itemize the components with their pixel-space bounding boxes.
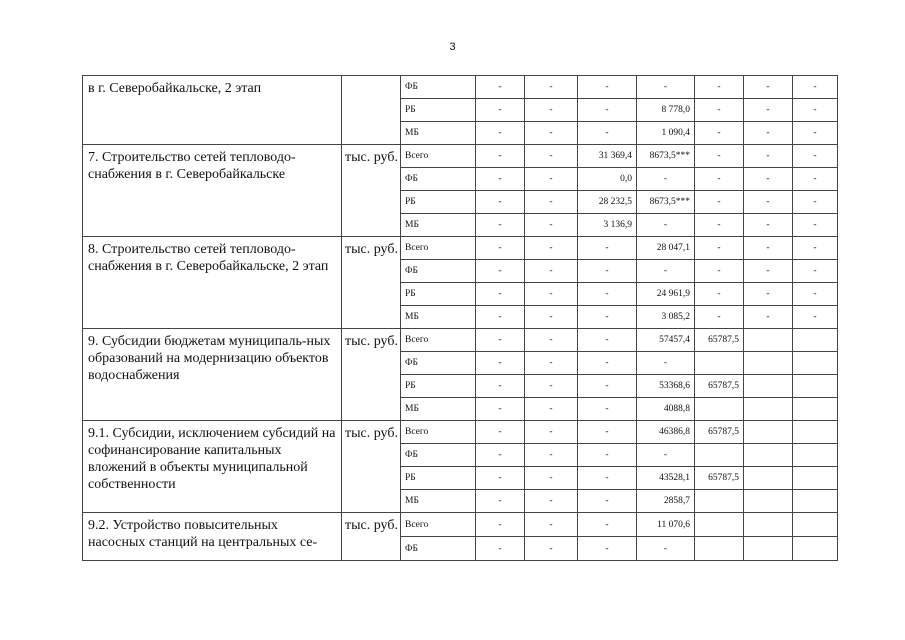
value-cell	[695, 537, 744, 561]
value-cell: -	[578, 237, 637, 260]
value-cell: -	[695, 237, 744, 260]
value-cell: -	[637, 168, 695, 191]
funding-source: РБ	[401, 375, 476, 398]
value-cell: 8673,5***	[637, 145, 695, 168]
value-cell: -	[476, 421, 525, 444]
value-cell: -	[525, 490, 578, 513]
value-cell	[744, 352, 793, 375]
value-cell	[744, 329, 793, 352]
value-cell: 46386,8	[637, 421, 695, 444]
value-cell: -	[744, 237, 793, 260]
value-cell: -	[695, 145, 744, 168]
value-cell: -	[637, 537, 695, 561]
value-cell	[695, 398, 744, 421]
value-cell: -	[476, 513, 525, 537]
value-cell: -	[744, 260, 793, 283]
value-cell	[793, 329, 838, 352]
value-cell	[793, 421, 838, 444]
value-cell: -	[476, 168, 525, 191]
value-cell: -	[476, 537, 525, 561]
value-cell: 24 961,9	[637, 283, 695, 306]
value-cell: -	[793, 76, 838, 99]
value-cell: -	[578, 444, 637, 467]
value-cell: 8 778,0	[637, 99, 695, 122]
value-cell	[793, 444, 838, 467]
value-cell: -	[578, 375, 637, 398]
value-cell: -	[695, 76, 744, 99]
funding-source: МБ	[401, 122, 476, 145]
value-cell: -	[793, 122, 838, 145]
value-cell: -	[695, 122, 744, 145]
value-cell: -	[578, 490, 637, 513]
value-cell: 65787,5	[695, 421, 744, 444]
value-cell: -	[695, 168, 744, 191]
value-cell: -	[476, 76, 525, 99]
value-cell: 3 136,9	[578, 214, 637, 237]
funding-source: ФБ	[401, 537, 476, 561]
value-cell	[793, 537, 838, 561]
value-cell: -	[744, 122, 793, 145]
table-row	[83, 421, 838, 444]
value-cell	[793, 513, 838, 537]
value-cell: -	[578, 352, 637, 375]
item-unit: тыс. руб.	[342, 513, 401, 561]
value-cell	[695, 444, 744, 467]
funding-source: РБ	[401, 99, 476, 122]
table-row	[83, 513, 838, 537]
value-cell: -	[525, 260, 578, 283]
value-cell: -	[793, 237, 838, 260]
value-cell: -	[525, 375, 578, 398]
value-cell: -	[476, 467, 525, 490]
value-cell: -	[744, 145, 793, 168]
table-row	[83, 76, 838, 99]
value-cell: -	[525, 283, 578, 306]
value-cell: -	[578, 421, 637, 444]
value-cell: -	[525, 444, 578, 467]
value-cell: -	[744, 214, 793, 237]
value-cell: -	[695, 283, 744, 306]
item-unit: тыс. руб.	[342, 145, 401, 237]
value-cell: -	[525, 421, 578, 444]
value-cell: -	[476, 145, 525, 168]
value-cell: -	[793, 260, 838, 283]
value-cell	[744, 398, 793, 421]
item-unit: тыс. руб.	[342, 329, 401, 421]
value-cell: -	[476, 398, 525, 421]
value-cell: -	[793, 99, 838, 122]
value-cell: -	[525, 398, 578, 421]
value-cell: 28 047,1	[637, 237, 695, 260]
value-cell: -	[695, 99, 744, 122]
value-cell: -	[476, 352, 525, 375]
funding-source: ФБ	[401, 76, 476, 99]
value-cell: -	[476, 99, 525, 122]
value-cell: 57457,4	[637, 329, 695, 352]
value-cell: 0,0	[578, 168, 637, 191]
value-cell: -	[578, 122, 637, 145]
value-cell	[695, 490, 744, 513]
value-cell: -	[525, 145, 578, 168]
funding-source: ФБ	[401, 352, 476, 375]
funding-source: ФБ	[401, 168, 476, 191]
value-cell: -	[578, 329, 637, 352]
value-cell: -	[476, 490, 525, 513]
value-cell	[793, 398, 838, 421]
value-cell: 65787,5	[695, 467, 744, 490]
item-name: 9. Субсидии бюджетам муниципаль-ных образований на модернизацию объектов водоснабжения	[83, 329, 342, 421]
value-cell: -	[476, 237, 525, 260]
value-cell: -	[578, 260, 637, 283]
value-cell: -	[793, 214, 838, 237]
value-cell: -	[525, 99, 578, 122]
funding-source: ФБ	[401, 260, 476, 283]
value-cell: -	[578, 99, 637, 122]
funding-source: МБ	[401, 306, 476, 329]
funding-source: МБ	[401, 398, 476, 421]
value-cell: 53368,6	[637, 375, 695, 398]
value-cell: -	[476, 260, 525, 283]
value-cell: 2858,7	[637, 490, 695, 513]
table-row	[83, 145, 838, 168]
value-cell: -	[637, 352, 695, 375]
value-cell	[744, 444, 793, 467]
funding-source: РБ	[401, 191, 476, 214]
value-cell: -	[525, 352, 578, 375]
value-cell: -	[476, 214, 525, 237]
value-cell: 65787,5	[695, 375, 744, 398]
item-unit: тыс. руб.	[342, 237, 401, 329]
value-cell: 28 232,5	[578, 191, 637, 214]
item-unit: тыс. руб.	[342, 421, 401, 513]
value-cell: -	[525, 122, 578, 145]
value-cell: -	[476, 444, 525, 467]
value-cell: -	[476, 375, 525, 398]
budget-table	[82, 75, 838, 561]
value-cell: 11 070,6	[637, 513, 695, 537]
value-cell: 65787,5	[695, 329, 744, 352]
value-cell	[695, 513, 744, 537]
value-cell: -	[476, 122, 525, 145]
value-cell: -	[695, 214, 744, 237]
value-cell: -	[637, 76, 695, 99]
table-row	[83, 237, 838, 260]
value-cell: -	[744, 306, 793, 329]
value-cell: -	[793, 306, 838, 329]
value-cell: -	[695, 260, 744, 283]
value-cell: -	[525, 513, 578, 537]
page-number: 3	[449, 41, 456, 53]
value-cell: -	[578, 467, 637, 490]
funding-source: МБ	[401, 490, 476, 513]
value-cell	[744, 537, 793, 561]
value-cell: -	[578, 513, 637, 537]
value-cell: -	[637, 214, 695, 237]
value-cell: -	[476, 306, 525, 329]
value-cell	[793, 490, 838, 513]
funding-source: РБ	[401, 467, 476, 490]
item-name: в г. Северобайкальске, 2 этап	[83, 76, 342, 145]
item-name: 9.1. Субсидии, исключением субсидий на софинансирование капитальных вложений в объекты муниципальной собственности	[83, 421, 342, 513]
value-cell	[695, 352, 744, 375]
value-cell: -	[744, 191, 793, 214]
value-cell: -	[793, 191, 838, 214]
value-cell: -	[476, 191, 525, 214]
value-cell: -	[525, 329, 578, 352]
value-cell: 8673,5***	[637, 191, 695, 214]
value-cell: 31 369,4	[578, 145, 637, 168]
item-unit	[342, 76, 401, 145]
value-cell	[744, 421, 793, 444]
value-cell	[744, 513, 793, 537]
value-cell	[793, 352, 838, 375]
funding-source: Всего	[401, 513, 476, 537]
funding-source: РБ	[401, 283, 476, 306]
value-cell: -	[578, 537, 637, 561]
funding-source: Всего	[401, 237, 476, 260]
value-cell	[793, 375, 838, 398]
value-cell: -	[744, 168, 793, 191]
funding-source: Всего	[401, 329, 476, 352]
item-name: 8. Строительство сетей тепловодо-снабжения в г. Северобайкальске, 2 этап	[83, 237, 342, 329]
table-row	[83, 329, 838, 352]
value-cell: -	[793, 168, 838, 191]
value-cell: -	[744, 76, 793, 99]
value-cell: -	[744, 99, 793, 122]
value-cell: -	[793, 145, 838, 168]
item-name: 9.2. Устройство повысительных насосных станций на центральных се-	[83, 513, 342, 561]
value-cell: -	[525, 214, 578, 237]
value-cell: -	[637, 444, 695, 467]
value-cell: -	[695, 306, 744, 329]
funding-source: Всего	[401, 145, 476, 168]
value-cell	[744, 375, 793, 398]
value-cell: -	[578, 306, 637, 329]
value-cell: -	[525, 537, 578, 561]
funding-source: МБ	[401, 214, 476, 237]
value-cell	[744, 467, 793, 490]
value-cell: -	[525, 191, 578, 214]
value-cell: 3 085,2	[637, 306, 695, 329]
value-cell: -	[525, 306, 578, 329]
value-cell: -	[476, 329, 525, 352]
value-cell: -	[578, 283, 637, 306]
value-cell: -	[637, 260, 695, 283]
value-cell: -	[525, 76, 578, 99]
value-cell: -	[578, 398, 637, 421]
value-cell	[744, 490, 793, 513]
value-cell: -	[793, 283, 838, 306]
funding-source: ФБ	[401, 444, 476, 467]
value-cell: -	[744, 283, 793, 306]
value-cell: -	[476, 283, 525, 306]
value-cell: -	[525, 168, 578, 191]
value-cell: 43528,1	[637, 467, 695, 490]
funding-source: Всего	[401, 421, 476, 444]
value-cell: 1 090,4	[637, 122, 695, 145]
item-name: 7. Строительство сетей тепловодо-снабжения в г. Северобайкальске	[83, 145, 342, 237]
value-cell: -	[578, 76, 637, 99]
value-cell: -	[525, 237, 578, 260]
value-cell: -	[525, 467, 578, 490]
value-cell	[793, 467, 838, 490]
value-cell: -	[695, 191, 744, 214]
value-cell: 4088,8	[637, 398, 695, 421]
